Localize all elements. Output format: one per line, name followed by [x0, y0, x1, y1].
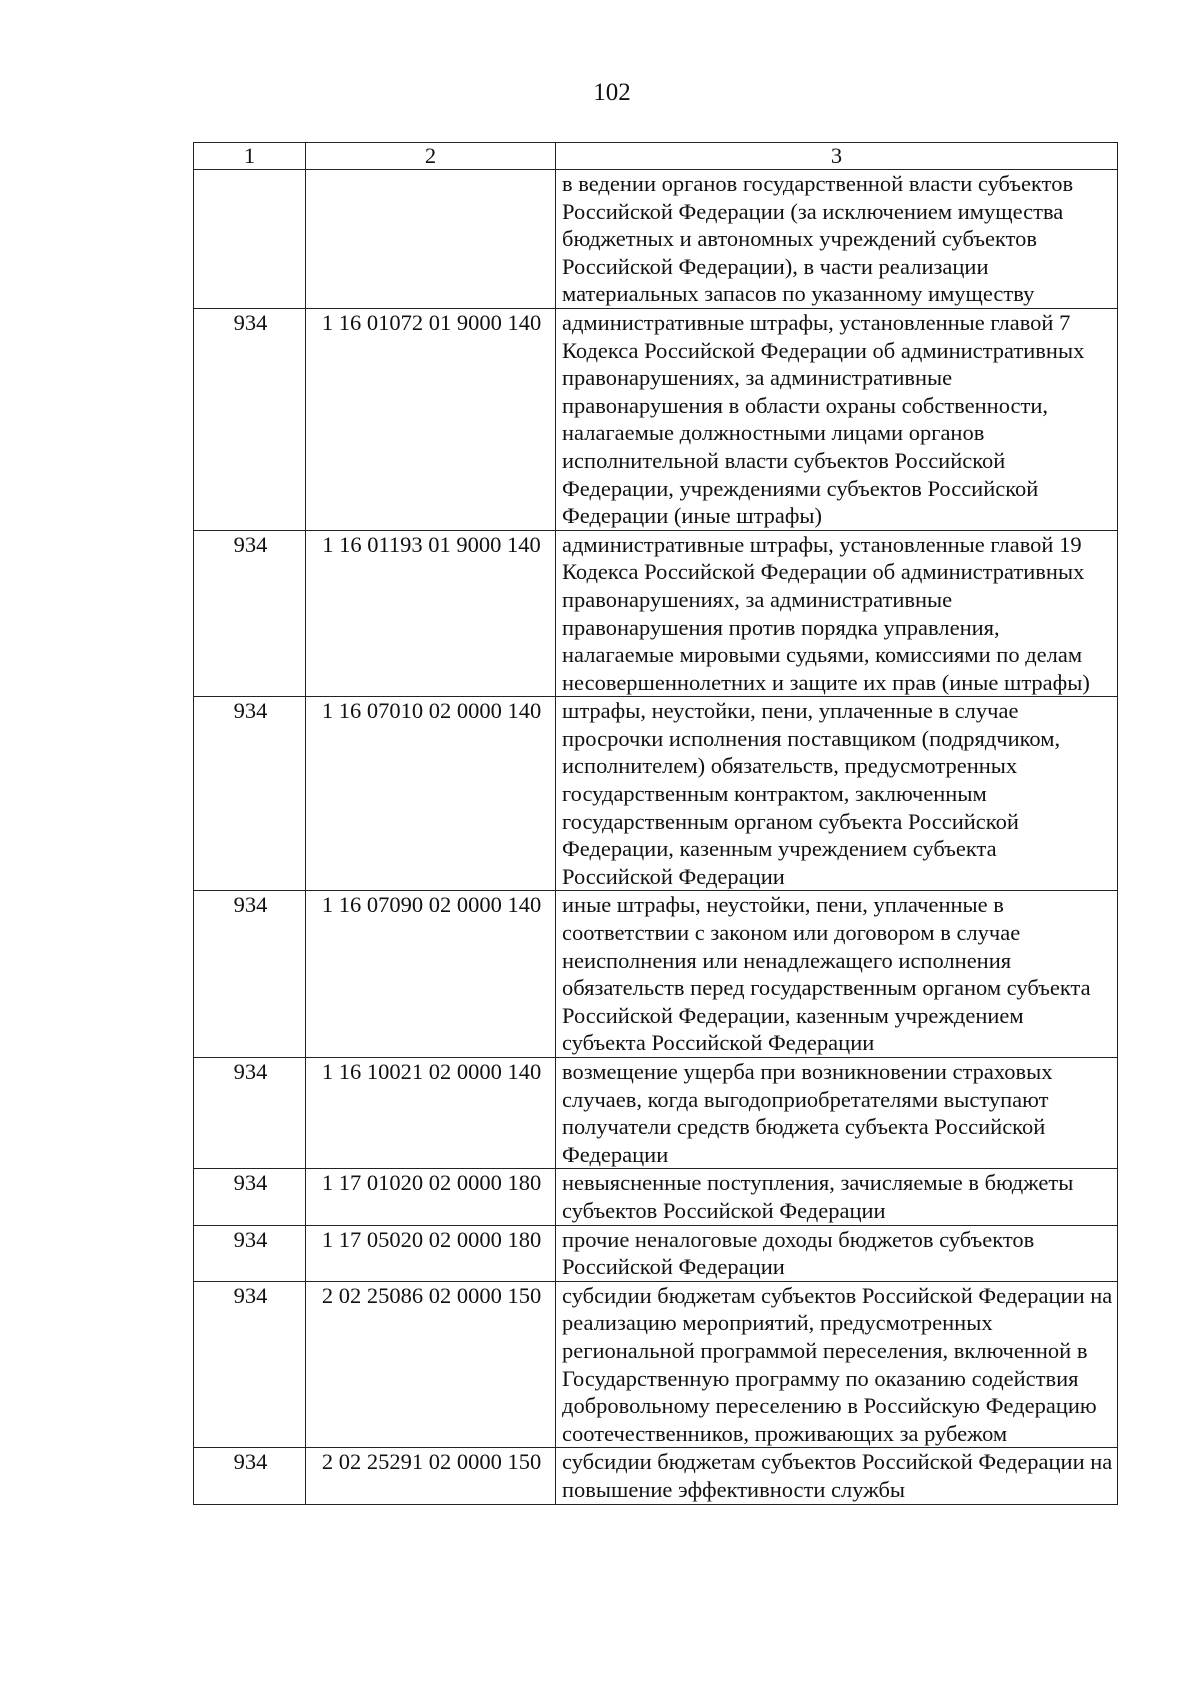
- column-header-2: 2: [306, 143, 556, 170]
- admin-code-cell: 934: [194, 1281, 306, 1448]
- revenue-code-cell: 1 16 01193 01 9000 140: [306, 530, 556, 697]
- revenue-code-cell: 1 17 05020 02 0000 180: [306, 1225, 556, 1281]
- admin-code-cell: 934: [194, 530, 306, 697]
- revenue-code-cell: 2 02 25086 02 0000 150: [306, 1281, 556, 1448]
- table-row: [194, 170, 1118, 309]
- table-row: [194, 697, 1118, 891]
- description-cell: в ведении органов государственной власти субъектов Российской Федерации (за исключением имущества бюджетных и автономных учреждений субъектов Российской Федерации), в части реализации материальных запасов по указанному имуществу: [556, 170, 1118, 309]
- admin-code-cell: 934: [194, 1169, 306, 1225]
- table-row: [194, 1448, 1118, 1504]
- admin-code-cell: 934: [194, 697, 306, 891]
- description-cell: невыясненные поступления, зачисляемые в бюджеты субъектов Российской Федерации: [556, 1169, 1118, 1225]
- admin-code-cell: 934: [194, 1448, 306, 1504]
- description-cell: административные штрафы, установленные главой 7 Кодекса Российской Федерации об административных правонарушениях, за административные правонарушения в области охраны собственности, налагаемые должностными лицами органов исполнительной власти субъектов Российской Федерации, учреждениями субъектов Российской Федерации (иные штрафы): [556, 308, 1118, 530]
- page-number: 102: [593, 79, 631, 106]
- revenue-code-cell: 1 16 10021 02 0000 140: [306, 1058, 556, 1169]
- description-cell: административные штрафы, установленные главой 19 Кодекса Российской Федерации об административных правонарушениях, за административные правонарушения против порядка управления, налагаемые мировыми судьями, комиссиями по делам несовершеннолетних и защите их прав (иные штрафы): [556, 530, 1118, 697]
- table-row: [194, 530, 1118, 697]
- description-cell: прочие неналоговые доходы бюджетов субъектов Российской Федерации: [556, 1225, 1118, 1281]
- admin-code-cell: 934: [194, 1058, 306, 1169]
- table-row: [194, 1169, 1118, 1225]
- revenue-code-cell: 2 02 25291 02 0000 150: [306, 1448, 556, 1504]
- description-cell: субсидии бюджетам субъектов Российской Федерации на реализацию мероприятий, предусмотренных региональной программой переселения, включенной в Государственную программу по оказанию содействия добровольному переселению в Российскую Федерацию соотечественников, проживающих за рубежом: [556, 1281, 1118, 1448]
- admin-code-cell: 934: [194, 891, 306, 1058]
- revenue-code-cell: 1 16 07010 02 0000 140: [306, 697, 556, 891]
- column-header-3: 3: [556, 143, 1118, 170]
- revenue-code-cell: 1 16 07090 02 0000 140: [306, 891, 556, 1058]
- admin-code-cell: 934: [194, 1225, 306, 1281]
- table-row: [194, 308, 1118, 530]
- table-row: [194, 1281, 1118, 1448]
- admin-code-cell: [194, 170, 306, 309]
- table-header-row: [194, 143, 1118, 170]
- revenue-code-cell: [306, 170, 556, 309]
- description-cell: иные штрафы, неустойки, пени, уплаченные в соответствии с законом или договором в случае неисполнения или ненадлежащего исполнения обязательств перед государственным органом субъекта Российской Федерации, казенным учреждением субъекта Российской Федерации: [556, 891, 1118, 1058]
- revenue-code-cell: 1 16 01072 01 9000 140: [306, 308, 556, 530]
- table-row: [194, 1058, 1118, 1169]
- description-cell: штрафы, неустойки, пени, уплаченные в случае просрочки исполнения поставщиком (подрядчиком, исполнителем) обязательств, предусмотренных государственным контрактом, заключенным государственным органом субъекта Российской Федерации, казенным учреждением субъекта Российской Федерации: [556, 697, 1118, 891]
- description-cell: субсидии бюджетам субъектов Российской Федерации на повышение эффективности службы: [556, 1448, 1118, 1504]
- revenue-code-cell: 1 17 01020 02 0000 180: [306, 1169, 556, 1225]
- table-row: [194, 891, 1118, 1058]
- description-cell: возмещение ущерба при возникновении страховых случаев, когда выгодоприобретателями выступают получатели средств бюджета субъекта Российской Федерации: [556, 1058, 1118, 1169]
- budget-codes-table: [193, 142, 1118, 1505]
- admin-code-cell: 934: [194, 308, 306, 530]
- table-row: [194, 1225, 1118, 1281]
- column-header-1: 1: [194, 143, 306, 170]
